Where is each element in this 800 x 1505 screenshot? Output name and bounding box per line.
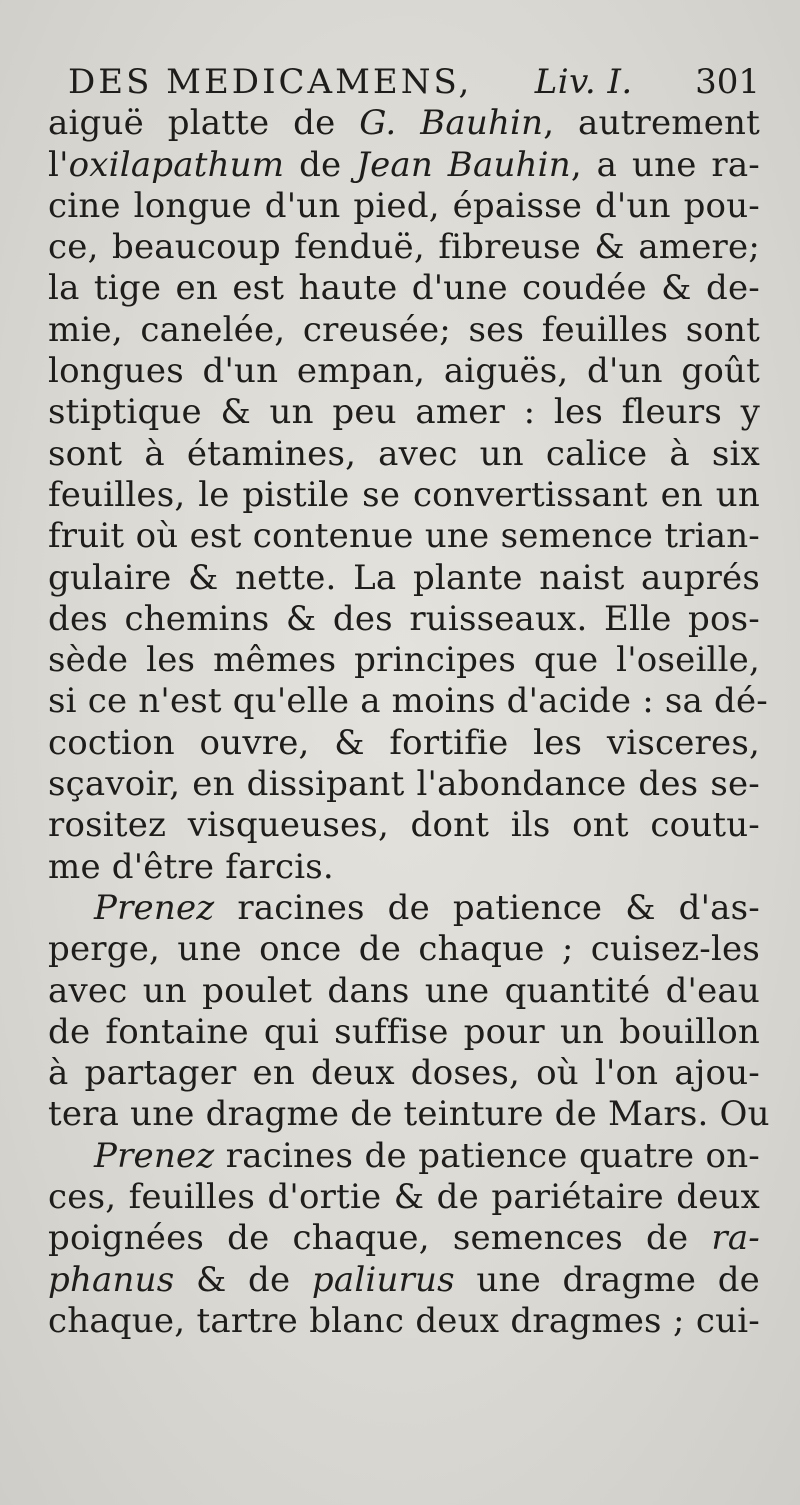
- text-run: mie, canelée, creusée; ses feuilles sont: [48, 309, 760, 350]
- italic-text: Prenez: [94, 1135, 215, 1176]
- text-run: de: [284, 144, 357, 185]
- text-run: cine longue d'un pied, épaisse d'un pou-: [48, 185, 760, 226]
- paragraph: [48, 103, 768, 888]
- text-run: , autrement: [543, 103, 760, 144]
- page-number: 301: [695, 62, 760, 102]
- text-line: [48, 1177, 760, 1218]
- text-line: [48, 723, 760, 764]
- text-line: [48, 227, 760, 268]
- text-run: stiptique & un peu amer : les fleurs y: [48, 392, 760, 433]
- text-run: l': [48, 144, 69, 185]
- text-run: sont à étamines, avec un calice à six: [48, 433, 760, 474]
- text-line: [48, 929, 760, 970]
- text-line: [48, 1260, 760, 1301]
- text-run: si ce n'est qu'elle a moins d'acide : sa dé-: [48, 681, 768, 722]
- text-line: [48, 475, 760, 516]
- text-line: [48, 186, 760, 227]
- text-line: [48, 805, 760, 846]
- paragraph: [48, 1136, 760, 1342]
- text-run: racines de patience & d'as-: [214, 887, 760, 928]
- text-run: & de: [174, 1259, 312, 1300]
- text-line: [48, 1012, 760, 1053]
- text-line: [48, 434, 760, 475]
- italic-text: paliurus: [311, 1259, 455, 1300]
- text-line: [48, 888, 760, 929]
- text-line: [48, 310, 760, 351]
- italic-text: G. Bauhin: [359, 103, 544, 144]
- text-line: [48, 1301, 760, 1342]
- text-run: sçavoir, en dissipant l'abondance des se-: [48, 764, 760, 805]
- text-line: [48, 764, 760, 805]
- text-line: [48, 103, 760, 144]
- running-header: [48, 62, 760, 103]
- text-line: [48, 145, 760, 186]
- text-line: [48, 268, 760, 309]
- text-line: [48, 847, 760, 888]
- text-run: aiguë platte de: [48, 103, 360, 144]
- running-title: DES MEDICAMENS,: [68, 62, 473, 102]
- text-run: des chemins & des ruisseaux. Elle pos-: [48, 598, 760, 639]
- text-line: [48, 1218, 760, 1259]
- book-number: Liv. I.: [534, 62, 633, 102]
- paragraph: [48, 887, 770, 1136]
- body-text: [48, 103, 770, 1342]
- text-run: tera une dragme de teinture de Mars. Ou: [48, 1094, 770, 1135]
- text-run: une dragme de: [454, 1259, 760, 1300]
- text-run: me d'être farcis.: [48, 846, 334, 887]
- text-run: ces, feuilles d'ortie & de pariétaire deux: [48, 1177, 760, 1218]
- text-run: gulaire & nette. La plante naist auprés: [48, 557, 760, 598]
- page-text: [48, 62, 770, 1342]
- text-line: [48, 640, 760, 681]
- text-run: rositez visqueuses, dont ils ont coutu-: [48, 805, 760, 846]
- text-run: fruit où est contenue une semence trian-: [48, 516, 760, 557]
- text-line: [48, 1053, 760, 1094]
- italic-text: ra-: [711, 1218, 760, 1259]
- text-line: [48, 971, 760, 1012]
- text-run: feuilles, le pistile se convertissant en un: [48, 474, 760, 515]
- text-run: à partager en deux doses, où l'on ajou-: [48, 1053, 760, 1094]
- text-run: poignées de chaque, semences de: [48, 1218, 712, 1259]
- text-run: longues d'un empan, aiguës, d'un goût: [48, 351, 760, 392]
- italic-text: phanus: [48, 1259, 175, 1300]
- text-run: chaque, tartre blanc deux dragmes ; cui-: [48, 1300, 760, 1341]
- italic-text: Jean Bauhin: [356, 144, 571, 185]
- italic-text: Prenez: [94, 887, 215, 928]
- text-run: la tige en est haute d'une coudée & de-: [48, 268, 760, 309]
- text-run: racines de patience quatre on-: [214, 1135, 760, 1176]
- text-line: [48, 558, 760, 599]
- text-line: [48, 516, 760, 557]
- text-run: coction ouvre, & fortifie les visceres,: [48, 722, 760, 763]
- text-line: [48, 681, 768, 722]
- text-line: [48, 392, 760, 433]
- text-line: [48, 351, 760, 392]
- text-line: [48, 599, 760, 640]
- text-run: ce, beaucoup fenduë, fibreuse & amere;: [48, 227, 760, 268]
- text-line: [48, 1094, 770, 1135]
- text-run: perge, une once de chaque ; cuisez-les: [48, 929, 760, 970]
- italic-text: oxilapathum: [68, 144, 285, 185]
- text-run: de fontaine qui suffise pour un bouillon: [48, 1011, 760, 1052]
- text-run: avec un poulet dans une quantité d'eau: [48, 970, 760, 1011]
- text-run: , a une ra-: [570, 144, 760, 185]
- text-run: sède les mêmes principes que l'oseille,: [48, 640, 760, 681]
- text-line: [48, 1136, 760, 1177]
